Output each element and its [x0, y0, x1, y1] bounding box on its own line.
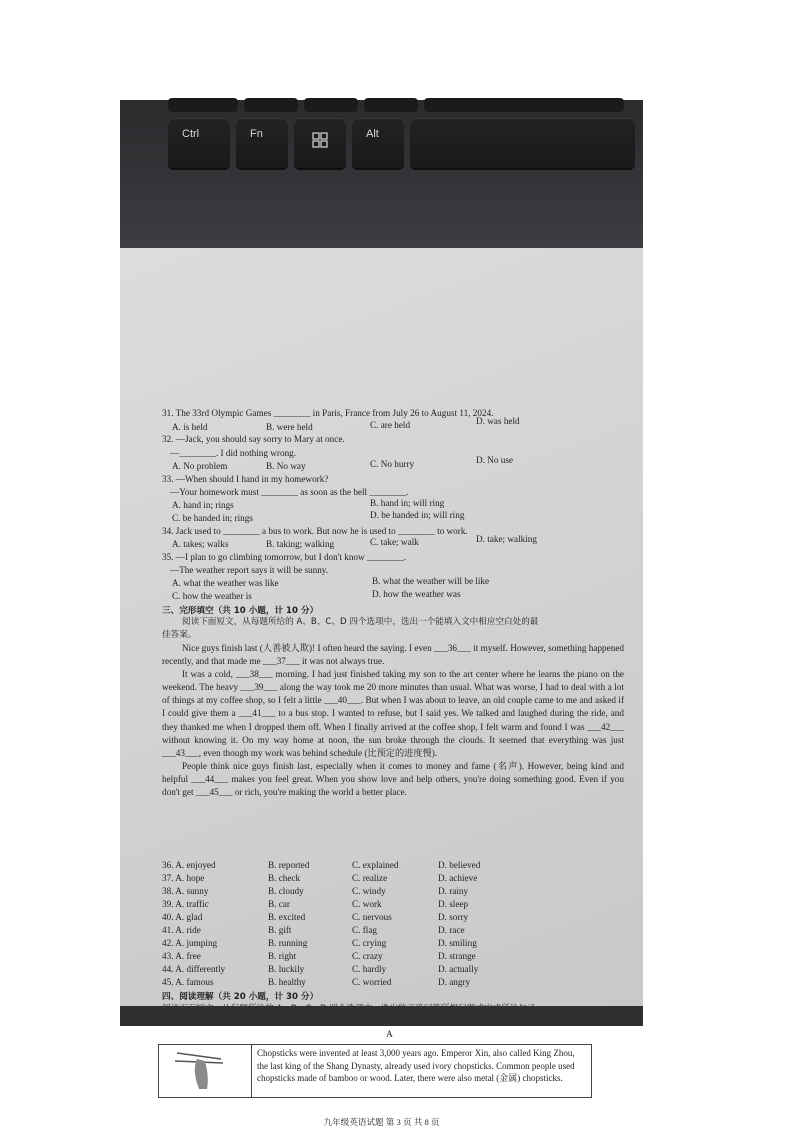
cloze-option: B. check — [268, 873, 301, 883]
cloze-option: D. race — [438, 925, 465, 935]
cloze-option: 43. A. free — [162, 951, 201, 961]
cloze-option: D. actually — [438, 964, 479, 974]
keyboard-key — [304, 98, 358, 112]
option: B. No way — [266, 461, 306, 471]
option: A. what the weather was like — [172, 578, 279, 588]
cloze-option: B. luckily — [268, 964, 305, 974]
cloze-option: C. worried — [352, 977, 392, 987]
section-4-title: 四、阅读理解（共 20 小题，计 30 分） — [162, 992, 319, 1002]
cloze-option: D. sorry — [438, 912, 469, 922]
cloze-option: B. healthy — [268, 977, 306, 987]
table-edge — [120, 1006, 643, 1026]
spacebar — [410, 118, 635, 168]
option: A. No problem — [172, 461, 228, 471]
section-3-instructions-cont: 佳答案。 — [162, 630, 197, 640]
ctrl-key: Ctrl — [168, 118, 230, 168]
reading-a-text: Chopsticks were invented at least 3,000 years ago. Emperor Xin, also called King Zhou, the last king of the Shang Dynasty, already used ivory chopsticks. Common people used chopsticks made of bamboo or wood. Later, there were also metal (金属) chopsticks. — [257, 1048, 575, 1084]
cloze-option: C. realize — [352, 873, 388, 883]
option: C. be handed in; rings — [172, 513, 253, 523]
cloze-option: B. excited — [268, 912, 306, 922]
cloze-option: 37. A. hope — [162, 873, 205, 883]
cloze-option: 44. A. differently — [162, 964, 226, 974]
option: A. is held — [172, 422, 208, 432]
option: C. are held — [370, 420, 411, 430]
cloze-option: D. achieve — [438, 873, 478, 883]
cloze-option: D. sleep — [438, 899, 469, 909]
alt-key: Alt — [352, 118, 404, 168]
option: D. take; walking — [476, 534, 537, 544]
cloze-option: C. windy — [352, 886, 386, 896]
cloze-option: C. work — [352, 899, 382, 909]
cloze-option: D. smiling — [438, 938, 477, 948]
cloze-option: 45. A. famous — [162, 977, 214, 987]
cloze-option: C. explained — [352, 860, 399, 870]
passage-paragraph-2: It was a cold, ___38___ morning. I had just finished taking my son to the art center where he learns the piano on the weekend. The heavy ___39___ along the way took me 20 more minutes than usual. What was worse, I had to deal with a lot of things at my coffee shop, so I felt a little ___40___. But when I was about to leave, an old couple came to me and asked if I could give them a ___41___ to a bus stop. I wanted to refuse, but I said yes. We talked and laughed during the ride, and they thanked me when I dropped them off. When I finally arrived at the coffee shop, I felt warm and found I was ___42___ without knowing it. On my way home at noon, the sun broke through the clouds. It seemed that everything was just ___43___, even though my work was behind schedule (比预定的进度慢). — [162, 669, 624, 758]
keyboard-key — [364, 98, 418, 112]
question-32-reply: —________. I did nothing wrong. — [170, 448, 297, 458]
question-34: 34. Jack used to ________ a bus to work. But now he is used to ________ to work. — [162, 526, 468, 536]
cloze-option: C. crazy — [352, 951, 383, 961]
cloze-option: B. cloudy — [268, 886, 304, 896]
cloze-option: B. right — [268, 951, 297, 961]
option: B. taking; walking — [266, 539, 335, 549]
page-footer: 九年级英语试题 第 3 页 共 8 页 — [323, 1117, 440, 1127]
cloze-option: B. gift — [268, 925, 292, 935]
fn-key: Fn — [236, 118, 288, 168]
option: B. hand in; will ring — [370, 498, 445, 508]
cloze-option: 41. A. ride — [162, 925, 201, 935]
question-33-reply: —Your homework must ________ as soon as the bell ________. — [170, 487, 409, 497]
question-35-reply: —The weather report says it will be sunny. — [170, 565, 329, 575]
cloze-option: 36. A. enjoyed — [162, 860, 216, 870]
cloze-option: C. nervous — [352, 912, 392, 922]
chopsticks-icon — [159, 1045, 251, 1097]
cloze-option: C. crying — [352, 938, 387, 948]
option: A. hand in; rings — [172, 500, 234, 510]
option: C. how the weather is — [172, 591, 252, 601]
question-35: 35. —I plan to go climbing tomorrow, but I don't know ________. — [162, 552, 406, 562]
cloze-option: 40. A. glad — [162, 912, 203, 922]
passage-paragraph-1: Nice guys finish last (人善被人欺)! I often heard the saying. I even ___36___ it myself. However, something happened recently, and that made me ___37___ it was not always true. — [162, 643, 624, 667]
keyboard-key — [424, 98, 624, 112]
option: B. were held — [266, 422, 313, 432]
option: D. was held — [476, 416, 520, 426]
section-3-instructions: 阅读下面短文，从每题所给的 A、B、C、D 四个选项中，选出一个能填入文中相应空白处的最 — [182, 617, 539, 627]
question-31: 31. The 33rd Olympic Games ________ in Paris, France from July 26 to August 11, 2024. — [162, 408, 494, 418]
option: A. takes; walks — [172, 539, 229, 549]
option: D. No use — [476, 455, 514, 465]
question-32: 32. —Jack, you should say sorry to Mary at once. — [162, 434, 345, 444]
question-33: 33. —When should I hand in my homework? — [162, 474, 329, 484]
cloze-option: B. running — [268, 938, 308, 948]
passage-label: A — [386, 1030, 393, 1040]
cloze-option: C. hardly — [352, 964, 387, 974]
option: C. take; walk — [370, 537, 419, 547]
windows-icon — [312, 132, 328, 148]
cloze-option: 42. A. jumping — [162, 938, 218, 948]
cloze-option: D. believed — [438, 860, 481, 870]
cloze-option: B. car — [268, 899, 290, 909]
option: B. what the weather will be like — [372, 576, 490, 586]
passage-paragraph-3: People think nice guys finish last, especially when it comes to money and fame (名声). However, being kind and helpful ___44___ makes you feel great. When you show love and help others, you're doing something good. Even if you don't get ___45___ or rich, you're making the world a better place. — [162, 760, 624, 798]
cloze-option: 38. A. sunny — [162, 886, 209, 896]
cloze-passage — [162, 642, 624, 799]
keyboard-key — [168, 98, 238, 112]
section-3-title: 三、完形填空（共 10 小题，计 10 分） — [162, 606, 319, 616]
cloze-option: D. rainy — [438, 886, 469, 896]
option: C. No hurry — [370, 459, 415, 469]
option: D. be handed in; will ring — [370, 510, 465, 520]
exam-paper — [120, 248, 643, 1127]
cloze-option: 39. A. traffic — [162, 899, 209, 909]
windows-key — [294, 118, 346, 168]
document-photo — [120, 100, 643, 1127]
chopsticks-illustration — [159, 1045, 252, 1097]
reading-a-box — [158, 1044, 592, 1098]
keyboard-key — [244, 98, 298, 112]
option: D. how the weather was — [372, 589, 461, 599]
cloze-option: B. reported — [268, 860, 310, 870]
cloze-option: D. angry — [438, 977, 471, 987]
cloze-option: C. flag — [352, 925, 378, 935]
keyboard — [120, 100, 643, 250]
cloze-option: D. strange — [438, 951, 476, 961]
